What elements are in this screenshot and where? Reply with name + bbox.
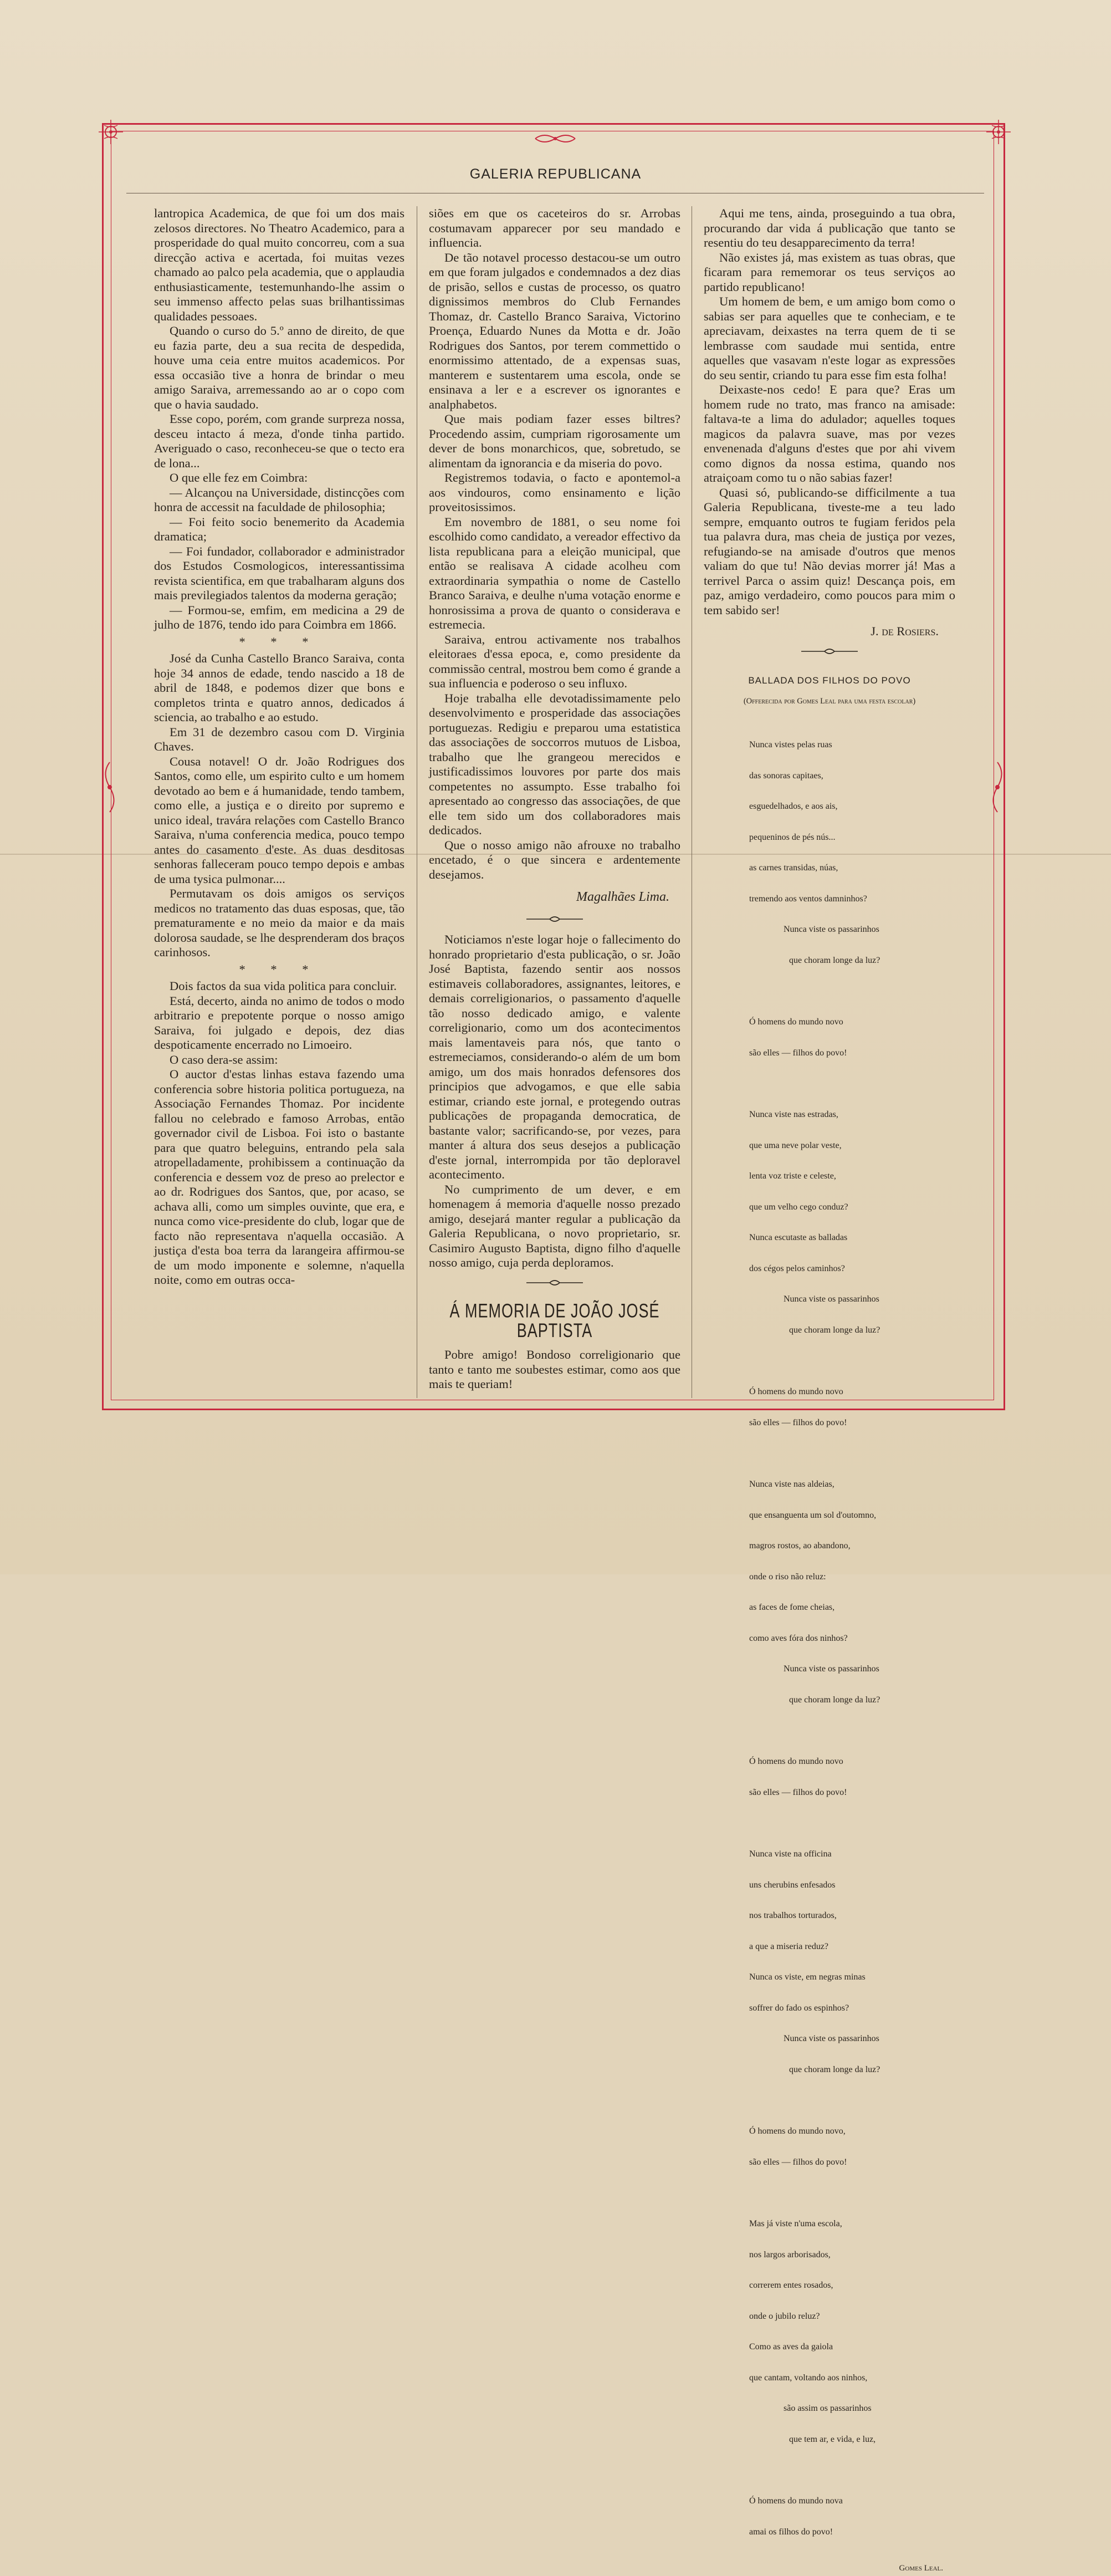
paragraph: Não existes já, mas existem as tuas obras, que ficaram para rememorar os teus serviços ao partido republicano! — [704, 250, 955, 294]
poem-line: dos cégos pelos caminhos? — [749, 1263, 845, 1273]
column-2 — [429, 206, 680, 1392]
poem-refrain-line: que choram longe da luz? — [789, 1325, 880, 1335]
poem-line: as carnes transidas, núas, — [749, 863, 838, 873]
poem-line: das sonoras capitaes, — [749, 771, 823, 781]
paragraph: Pobre amigo! Bondoso correligionario que tanto e tanto me soubestes estimar, como aos que mais te queriam! — [429, 1348, 680, 1391]
poem-chorus-line: são elles — filhos do povo! — [749, 1048, 847, 1058]
paragraph: — Foi feito socio benemerito da Academia dramatica; — [154, 514, 405, 543]
paragraph: Que o nosso amigo não afrouxe no trabalho encetado, é o que sincera e ardentemente desejamos. — [429, 838, 680, 881]
poem-line: Mas já viste n'uma escola, — [749, 2219, 842, 2228]
top-center-ornament-icon — [533, 131, 577, 146]
poem-chorus-line: Ó homens do mundo nova — [749, 2496, 843, 2506]
column-3 — [704, 206, 955, 2576]
paragraph: Um homem de bem, e um amigo bom como o sabias ser para aquelles que te conheciam, e te apreciavam, deixastes na terra quem de ti se lembrasse com saudade mui sentida, entre aquelles que vasavam n'este logar as expressões do seu sentir, criando tu para esse fim esta folha! — [704, 294, 955, 382]
paragraph: O caso dera-se assim: — [170, 1052, 278, 1067]
poem-refrain-line: que tem ar, e vida, e luz, — [789, 2434, 876, 2444]
ballad-subtitle: (Offerecida por Gomes Leal para uma festa escolar) — [743, 696, 916, 706]
paragraph: Deixaste-nos cedo! E para que? Eras um homem rude no trato, mas franco na amisade: faltava-te a lima do adulador; aquelles toques magicos da palavra suave, mas por vezes envenenada d'alguns d'estes que por ahi vivem como dignos da nossa estima, quando nos atraiçoam como tu o não sabias fazer! — [704, 382, 955, 484]
paragraph: Aqui me tens, ainda, proseguindo a tua obra, procurando dar vida á publicação que tanto se resentiu do teu desapparecimento da terra! — [704, 206, 955, 249]
poem-line: nos trabalhos torturados, — [749, 1911, 837, 1920]
signature-gomes-leal: Gomes Leal. — [899, 2564, 943, 2573]
memorial-heading: Á MEMORIA DE JOÃO JOSÉ BAPTISTA — [449, 1300, 660, 1341]
divider-flourish — [704, 645, 955, 660]
paragraph: Dois factos da sua vida politica para concluir. — [170, 979, 397, 993]
divider-flourish — [429, 912, 680, 927]
poem-refrain-line: que choram longe da luz? — [789, 2064, 880, 2074]
corner-ornament-icon — [94, 115, 133, 154]
poem-refrain-line: que choram longe da luz? — [789, 955, 880, 965]
paragraph: No cumprimento de um dever, e em homenagem á memoria d'aquelle nosso prezado amigo, desejará manter regular a publicação da Galeria Republicana, o novo proprietario, sr. Casimiro Augusto Baptista, digno filho d'aquelle nosso amigo, cuja perda deploramos. — [429, 1182, 680, 1269]
poem-refrain-line: que choram longe da luz? — [789, 1695, 880, 1705]
page-title: GALERIA REPUBLICANA — [469, 166, 642, 182]
section-separator-stars: * * * — [239, 962, 320, 976]
ballad-title: BALLADA DOS FILHOS DO POVO — [748, 675, 911, 686]
paragraph: lantropica Academica, de que foi um dos mais zelosos directores. No Theatro Academico, para a prosperidade do qual muito concorreu, com a sua direcção activa e acertada, foi muitas vezes chamado ao palco pela academia, que o applaudia enthusiasticamente, testemunhando-lhe assim o seu immenso affecto pelas suas brilhantissimas qualidades pessoaes. — [154, 206, 405, 323]
poem-refrain-line: Nunca viste os passarinhos — [784, 1294, 879, 1304]
poem-line: tremendo aos ventos damninhos? — [749, 894, 867, 904]
divider-flourish — [429, 1276, 680, 1291]
poem-chorus-line: amai os filhos do povo! — [749, 2527, 833, 2537]
paragraph: Quasi só, publicando-se difficilmente a tua Galeria Republicana, tiveste-me a teu lado sempre, emquanto outros te fugiam feridos pela tua palavra dura, mas cheia de justiça por vezes, refugiando-se na amisade d'outros que menos valiam do que tu! Não devias morrer já! Mas a terrivel Parca o assim quiz! Descança pois, em paz, amigo verdadeiro, como poucos para mim o tem sabido ser! — [704, 485, 955, 617]
paragraph: siões em que os caceteiros do sr. Arrobas costumavam apparecer por seu mandado e influencia. — [429, 206, 680, 249]
poem-line: magros rostos, ao abandono, — [749, 1541, 851, 1550]
section-separator-stars: * * * — [239, 634, 320, 649]
paragraph: — Alcançou na Universidade, distincções com honra de accessit na faculdade de philosophia; — [154, 485, 405, 514]
poem-line: onde o riso não reluz: — [749, 1572, 826, 1582]
right-side-ornament-icon — [986, 759, 1008, 815]
poem-line: que ensanguenta um sol d'outomno, — [749, 1510, 877, 1520]
paragraph: Hoje trabalha elle devotadissimamente pelo desenvolvimento e prosperidade das associações portuguezas. Redigiu e preparou uma estatistica das associações de soccorros mutuos de Lisboa, trabalho que lhe grangeou merecidos e justificadissimos louvores por parte dos mais competentes no assumpto. Esse trabalho foi apresentado ao congresso das associações, de que elle tem sido um dos collaboradores mais dedicados. — [429, 691, 680, 837]
poem-line: Nunca vistes pelas ruas — [749, 740, 832, 749]
paragraph: — Foi fundador, collaborador e administrador dos Estudos Cosmologicos, interessantissima revista scientifica, em que trabalharam alguns dos mais previlegiados talentos da moderna geração; — [154, 544, 405, 602]
paragraph: Saraiva, entrou activamente nos trabalhos eleitoraes d'essa epoca, e, como presidente da commissão central, mostrou bem como é grande a sua influencia e poderoso o seu influxo. — [429, 632, 680, 690]
paragraph: Em 31 de dezembro casou com D. Virginia Chaves. — [154, 725, 405, 753]
paragraph: Registremos todavia, o facto e apontemol-a aos vindouros, como ensinamento e lição proveitosissimos. — [429, 471, 680, 514]
poem-line: nos largos arborisados, — [749, 2249, 831, 2259]
paragraph: Cousa notavel! O dr. João Rodrigues dos Santos, como elle, um espirito culto e um homem devotado ao bem e á humanidade, tendo tambem, como elle, a justiça e o direito por supremo e unico ideal, travára relações com Castello Branco Saraiva, n'uma conferencia medica, pouco tempo antes do casamento d'este. As duas desditosas senhoras falleceram pouco tempo depois e ambas de uma tysica pulmonar.... — [154, 754, 405, 886]
paragraph: Em novembro de 1881, o seu nome foi escolhido como candidato, a vereador effectivo da lista republicana para a eleição municipal, que então se realisava A cidade acolheu com extraordinaria sympathia o nome de Castello Branco Saraiva, e deulhe n'uma votação enorme e honrosissima a prova de quanto o considerava e estremecia. — [429, 514, 680, 631]
poem-line: soffrer do fado os espinhos? — [749, 2003, 849, 2013]
poem-refrain-line: são assim os passarinhos — [784, 2404, 872, 2413]
poem-line: a que a miseria reduz? — [749, 1941, 829, 1951]
poem-refrain-line: Nunca viste os passarinhos — [784, 2034, 879, 2043]
signature-rosiers: J. de Rosiers. — [871, 624, 939, 638]
poem-line: Nunca viste nas estradas, — [749, 1110, 838, 1119]
poem — [749, 720, 955, 2558]
column-1 — [154, 206, 405, 1288]
corner-ornament-icon — [976, 115, 1015, 154]
poem-line: uns cherubins enfesados — [749, 1880, 836, 1890]
left-side-ornament-icon — [99, 759, 121, 815]
paragraph: O auctor d'estas linhas estava fazendo uma conferencia sobre historia politica portugueza, na Associação Fernandes Thomaz. Por incidente fallou no celebrado e famoso Arrobas, então governador civil de Lisboa. Foi isto o bastante para que quatro beleguins, entrando pela sala atropelladamente, prohibissem a continuação da conferencia e dessem voz de preso ao prelector e ao dr. Rodrigues dos Santos, que, por acaso, se achava alli, como um simples ouvinte, que era, e nunca como vice-presidente do club, logar que de facto não representava n'aquella occasião. A justiça d'esta boa terra da larangeira affirmou-se de um modo imponente e solemne, n'aquella noite, como em outras occa- — [154, 1067, 405, 1287]
poem-line: Como as aves da gaiola — [749, 2342, 833, 2351]
paragraph: Esse copo, porém, com grande surpreza nossa, desceu intacto á meza, d'onde tinha partido. Averiguado o caso, reconheceu-se que o tecto era de lona... — [154, 412, 405, 470]
poem-line: Nunca viste na officina — [749, 1849, 832, 1859]
poem-chorus-line: Ó homens do mundo novo — [749, 1757, 843, 1766]
paragraph: O que elle fez em Coimbra: — [170, 471, 308, 484]
paragraph: Está, decerto, ainda no animo de todos o modo arbitrario e prepotente porque o nosso amigo Saraiva, foi julgado e depois, dez dias despoticamente encerrado no Limoeiro. — [154, 993, 405, 1052]
poem-line: esguedelhados, e aos ais, — [749, 802, 838, 811]
poem-refrain-line: Nunca viste os passarinhos — [784, 1664, 879, 1674]
poem-line: lenta voz triste e celeste, — [749, 1171, 836, 1181]
poem-line: pequeninos de pés nús... — [749, 832, 836, 842]
poem-line: como aves fóra dos ninhos? — [749, 1633, 848, 1643]
paragraph: Que mais podiam fazer esses biltres? Procedendo assim, cumpriam rigorosamente um dever de bons monarchicos, que, sobretudo, se alimentam da ignorancia e da miseria do povo. — [429, 412, 680, 470]
poem-line: Nunca escutaste as balladas — [749, 1233, 848, 1242]
poem-line: as faces de fome cheias, — [749, 1603, 835, 1612]
poem-line: Nunca os viste, em negras minas — [749, 1972, 866, 1982]
poem-line: Nunca viste nas aldeias, — [749, 1480, 834, 1489]
paragraph: De tão notavel processo destacou-se um outro em que foram julgados e condemnados a dez dias de prisão, sellos e custas de processo, os quatro dignissimos membros do Club Fernandes Thomaz, dr. Castello Branco Saraiva, Victorino Proença, Eduardo Nunes da Motta e dr. João Rodrigues dos Santos, por terem commettido o enormissimo attentado, de a expensas suas, manterem e sustentarem uma escola, onde se ensinava a ler e a escrever os ignorantes e analphabetos. — [429, 250, 680, 411]
paragraph: Permutavam os dois amigos os serviços medicos no tratamento das duas esposas, que, tão prematuramente e no meio da maior e da mais dolorosa saudade, se lhe desprenderam dos braços carinhosos. — [154, 886, 405, 959]
poem-line: que cantam, voltando aos ninhos, — [749, 2373, 868, 2383]
poem-chorus-line: são elles — filhos do povo! — [749, 1417, 847, 1427]
poem-line: onde o jubilo reluz? — [749, 2311, 820, 2321]
poem-chorus-line: Ó homens do mundo novo — [749, 1017, 843, 1027]
paragraph: José da Cunha Castello Branco Saraiva, conta hoje 34 annos de edade, tendo nascido a 18 de abril de 1848, e podemos dizer que bons e completos trinta e quatro annos, dedicados á sciencia, ao trabalho e ao estudo. — [154, 651, 405, 724]
poem-chorus-line: são elles — filhos do povo! — [749, 1787, 847, 1797]
poem-refrain-line: Nunca viste os passarinhos — [784, 925, 879, 934]
signature-magalhaes-lima: Magalhães Lima. — [576, 890, 669, 904]
paragraph: — Formou-se, emfim, em medicina a 29 de julho de 1876, tendo ido para Coimbra em 1866. — [154, 603, 405, 631]
poem-line: que uma neve polar veste, — [749, 1140, 842, 1150]
poem-line: correrem entes rosados, — [749, 2281, 833, 2290]
paragraph: Quando o curso do 5.º anno de direito, de que eu fazia parte, deu a sua recita de despedida, houve uma ceia entre muitos academicos. Por essa occasião tive a honra de brindar o meu amigo Saraiva, arremessando ao ar o copo com que o havia saudado. — [154, 324, 405, 411]
poem-line: que um velho cego conduz? — [749, 1202, 848, 1212]
poem-chorus-line: Ó homens do mundo novo, — [749, 2126, 846, 2136]
paragraph: Noticiamos n'este logar hoje o fallecimento do honrado proprietario d'esta publicação, o sr. João José Baptista, fazendo sentir aos nossos estimaveis collaboradores, assignantes, leitores, e demais correligionarios, o passamento d'aquelle tão nosso dedicado amigo, e valente correligionario, como um dos acontecimentos mais lamentaveis para nós, que tanto o estremeciamos, considerando-o além de um bom amigo, um dos mais honrados defensores dos principios que advogamos, e que elle sabia estimar, criando este jornal, e protegendo outras publicações de propaganda democratica, de bastante valor; sacrificando-se, por vezes, para manter á altura dos seus desejos a publicação d'este jornal, interrompida por tão deploravel acontecimento. — [429, 932, 680, 1181]
poem-chorus-line: são elles — filhos do povo! — [749, 2157, 847, 2167]
poem-chorus-line: Ó homens do mundo novo — [749, 1387, 843, 1396]
